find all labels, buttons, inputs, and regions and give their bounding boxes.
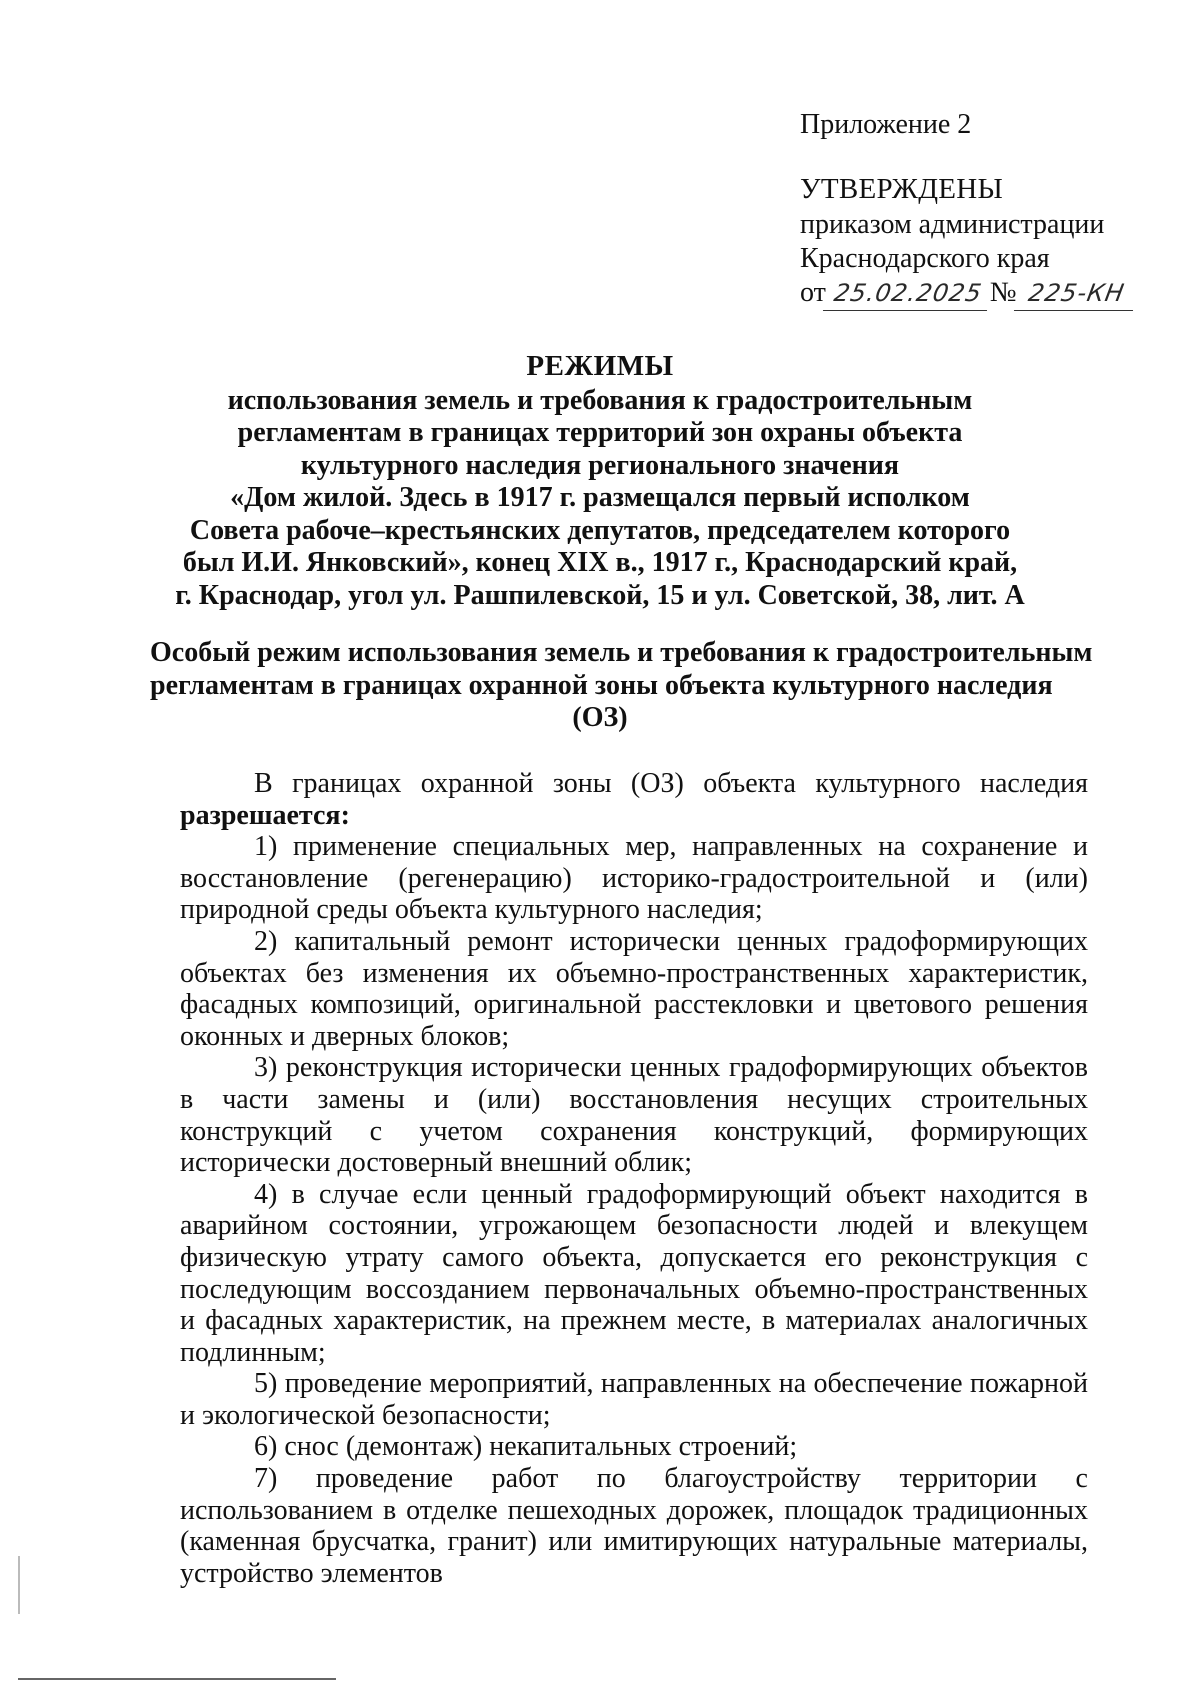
list-item: 4) в случае если ценный градоформирующий объект находится в аварийном состоянии, угрожающем безопасности людей и влекущем физическую утрату самого объекта, допускается его реконструкция с последующим воссозданием первоначальных объемно-пространственных и фасадных характеристик, на прежнем месте, в материалах аналогичных подлинным;: [180, 1178, 1088, 1368]
section-line: (ОЗ): [572, 702, 628, 733]
list-item: 1) применение специальных мер, направленных на сохранение и восстановление (регенерацию) историко-градостроительной и (или) природной среды объекта культурного наследия;: [180, 831, 1088, 926]
title-line: «Дом жилой. Здесь в 1917 г. размещался первый исполком: [230, 482, 970, 513]
handwritten-date: 25.02.2025: [823, 276, 993, 311]
number-prefix: №: [989, 277, 1017, 308]
intro-text: В границах охранной зоны (ОЗ) объекта культурного наследия: [254, 768, 1088, 799]
approval-line-2: Краснодарского края: [800, 243, 1050, 274]
approval-line-1: приказом администрации: [800, 209, 1105, 240]
title-main: РЕЖИМЫ: [526, 350, 674, 382]
title-line: использования земель и требования к градостроительным: [227, 384, 973, 416]
list-item: 5) проведение мероприятий, направленных на обеспечение пожарной и экологической безопасности;: [180, 1368, 1088, 1431]
section-line: Особый режим использования земель и требования к градостроительным: [150, 637, 1093, 668]
title-line: регламентам в границах территорий зон охраны объекта: [237, 417, 963, 448]
scan-margin-mark: [18, 1556, 20, 1614]
section-heading: [150, 637, 1093, 735]
approval-date-row: [800, 276, 1180, 311]
list-item: 7) проведение работ по благоустройству территории с использованием в отделке пешеходных дорожек, площадок традиционных (каменная брусчатка, гранит) или имитирующих натуральные материалы, устройство элементов: [180, 1463, 1088, 1589]
section-line: регламентам в границах охранной зоны объекта культурного наследия: [150, 669, 1053, 701]
title-line: г. Краснодар, угол ул. Рашпилевской, 15 и ул. Советской, 38, лит. А: [175, 579, 1025, 611]
approval-block: [800, 108, 1180, 311]
title-line: культурного наследия регионального значения: [300, 449, 900, 481]
document-title: [150, 350, 1050, 612]
list-item: 6) снос (демонтаж) некапитальных строений;: [254, 1431, 798, 1463]
title-line: был И.И. Янковский», конец XIX в., 1917 г., Краснодарский край,: [182, 547, 1018, 578]
list-item: 3) реконструкция исторически ценных градоформирующих объектов в части замены и (или) восстановления несущих строительных конструкций с учетом сохранения конструкций, формирующих исторически достоверный внешний облик;: [180, 1052, 1088, 1179]
handwritten-number: 225-КН: [1014, 276, 1139, 311]
appendix-label: Приложение 2: [800, 109, 972, 140]
approved-heading: УТВЕРЖДЕНЫ: [800, 173, 1004, 205]
title-line: Совета рабоче–крестьянских депутатов, председателем которого: [189, 514, 1011, 546]
intro-paragraph: [180, 768, 1088, 831]
date-prefix: от: [800, 277, 826, 308]
body-text: [180, 768, 1088, 1589]
intro-bold-text: разрешается:: [180, 799, 350, 831]
list-item: 2) капитальный ремонт исторически ценных градоформирующих объектах без изменения их объемно-пространственных характеристик, фасадных композиций, оригинальной расстекловки и цветового решения оконных и дверных блоков;: [180, 925, 1088, 1052]
scan-bottom-rule: [18, 1678, 336, 1680]
